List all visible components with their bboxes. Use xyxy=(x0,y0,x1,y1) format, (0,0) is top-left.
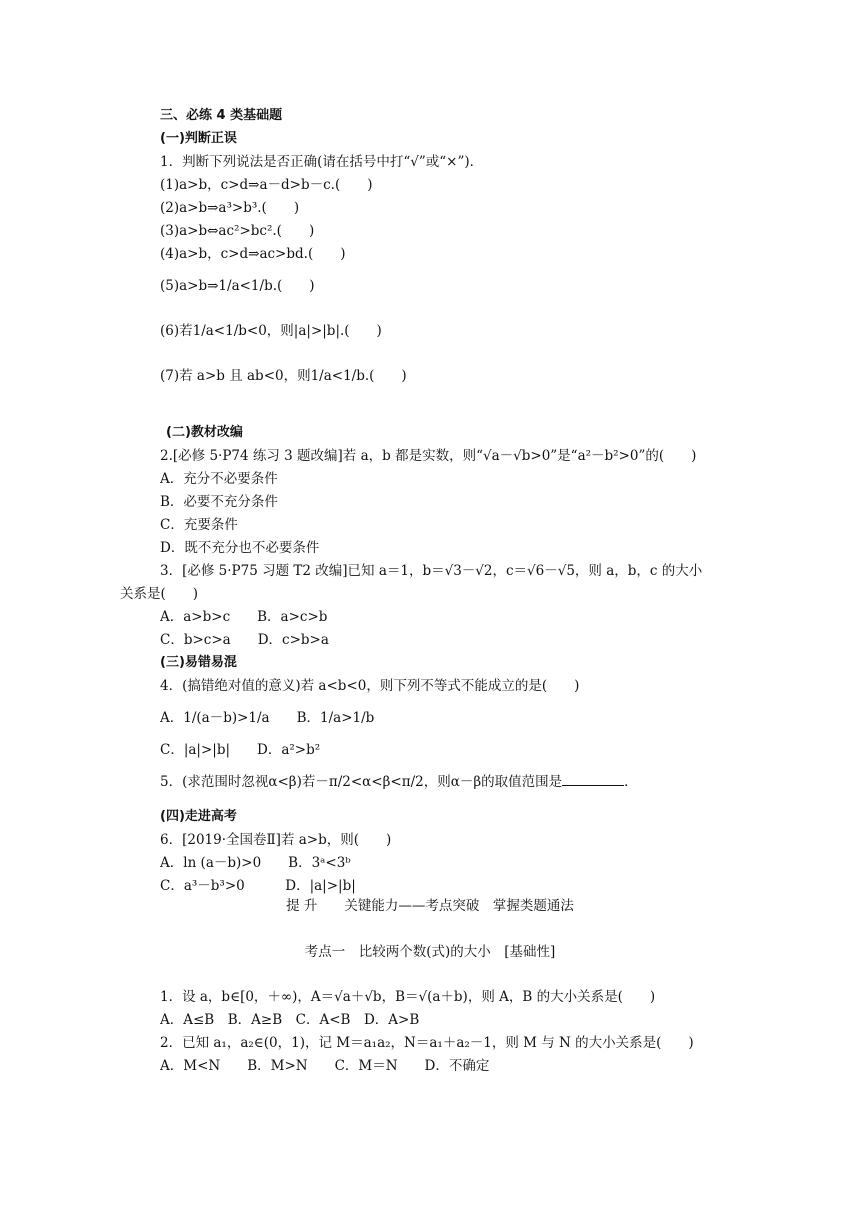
topic1-title: 考点一 比较两个数(式)的大小 [基础性] xyxy=(304,944,556,960)
q6-options-row2: C．a³－b³>0 D．|a|>|b| xyxy=(160,878,356,894)
q1-item-7: (7)若 a>b 且 ab<0，则1/a<1/b.( ) xyxy=(160,368,407,384)
q5-line xyxy=(160,773,638,791)
q1-intro: 1．判断下列说法是否正确(请在括号中打“√”或“×”)． xyxy=(160,154,484,170)
q1-item-2: (2)a>b⇒a³>b³.( ) xyxy=(160,200,300,216)
q1-item-3: (3)a>b⇔ac²>bc².( ) xyxy=(160,223,315,239)
q1-item-1: (1)a>b，c>d⇒a－d>b－c.( ) xyxy=(160,177,373,193)
sub-heading-textbook: (二)教材改编 xyxy=(166,425,243,440)
q1-item-4: (4)a>b，c>d⇒ac>bd.( ) xyxy=(160,246,346,262)
q4-options-row1: A．1/(a－b)>1/a B．1/a>1/b xyxy=(160,710,375,726)
q3-stem-line2: 关系是( ) xyxy=(120,586,199,602)
q2-stem: 2.[必修 5·P74 练习 3 题改编]若 a，b 都是实数，则“√a－√b>0”是“a²－b²>0”的( ) xyxy=(160,448,697,464)
sub-heading-exam: (四)走进高考 xyxy=(160,809,237,824)
answer-blank[interactable] xyxy=(562,773,624,786)
section3-heading: 三、必练 4 类基础题 xyxy=(160,108,283,123)
q5-stem: 5．(求范围时忽视α<β)若－π/2<α<β<π/2，则α－β的取值范围是 xyxy=(160,774,563,790)
q5-end: ． xyxy=(624,774,638,790)
q4-options-row2: C．|a|>|b| D．a²>b² xyxy=(160,742,321,758)
q3-options-row2: C．b>c>a D．c>b>a xyxy=(160,632,329,648)
q2-option-b: B．必要不充分条件 xyxy=(160,494,278,510)
p2-options: A．M<N B．M>N C．M＝N D．不确定 xyxy=(160,1058,490,1074)
p2-stem: 2．已知 a₁，a₂∈(0，1)，记 M＝a₁a₂，N＝a₁＋a₂－1，则 M 与 N 的大小关系是( ) xyxy=(160,1035,694,1051)
q3-stem-line1: 3．[必修 5·P75 习题 T2 改编]已知 a＝1，b＝√3－√2，c＝√6－√5，则 a，b，c 的大小 xyxy=(160,563,703,579)
q4-stem: 4．(搞错绝对值的意义)若 a<b<0，则下列不等式不能成立的是( ) xyxy=(160,678,580,694)
sub-heading-judge: (一)判断正误 xyxy=(160,131,237,146)
p1-stem: 1．设 a，b∈[0，＋∞)，A＝√a＋√b，B＝√(a＋b)，则 A，B 的大小关系是( ) xyxy=(160,989,656,1005)
q6-stem: 6．[2019·全国卷Ⅱ]若 a>b，则( ) xyxy=(160,832,392,848)
q3-options-row1: A．a>b>c B．a>c>b xyxy=(160,609,328,625)
sub-heading-confusing: (三)易错易混 xyxy=(160,655,237,670)
q2-option-c: C．充要条件 xyxy=(160,517,238,533)
p1-options: A．A≤B B．A≥B C．A<B D．A>B xyxy=(160,1012,420,1028)
q2-option-d: D．既不充分也不必要条件 xyxy=(160,540,320,556)
q6-options-row1: A．ln (a－b)>0 B．3ᵃ<3ᵇ xyxy=(160,855,351,871)
q2-option-a: A．充分不必要条件 xyxy=(160,471,278,487)
ability-section-title: 提 升 关键能力——考点突破 掌握类题通法 xyxy=(286,898,574,914)
q1-item-6: (6)若1/a<1/b<0，则|a|>|b|.( ) xyxy=(160,323,382,339)
q1-item-5: (5)a>b⇒1/a<1/b.( ) xyxy=(160,278,315,294)
